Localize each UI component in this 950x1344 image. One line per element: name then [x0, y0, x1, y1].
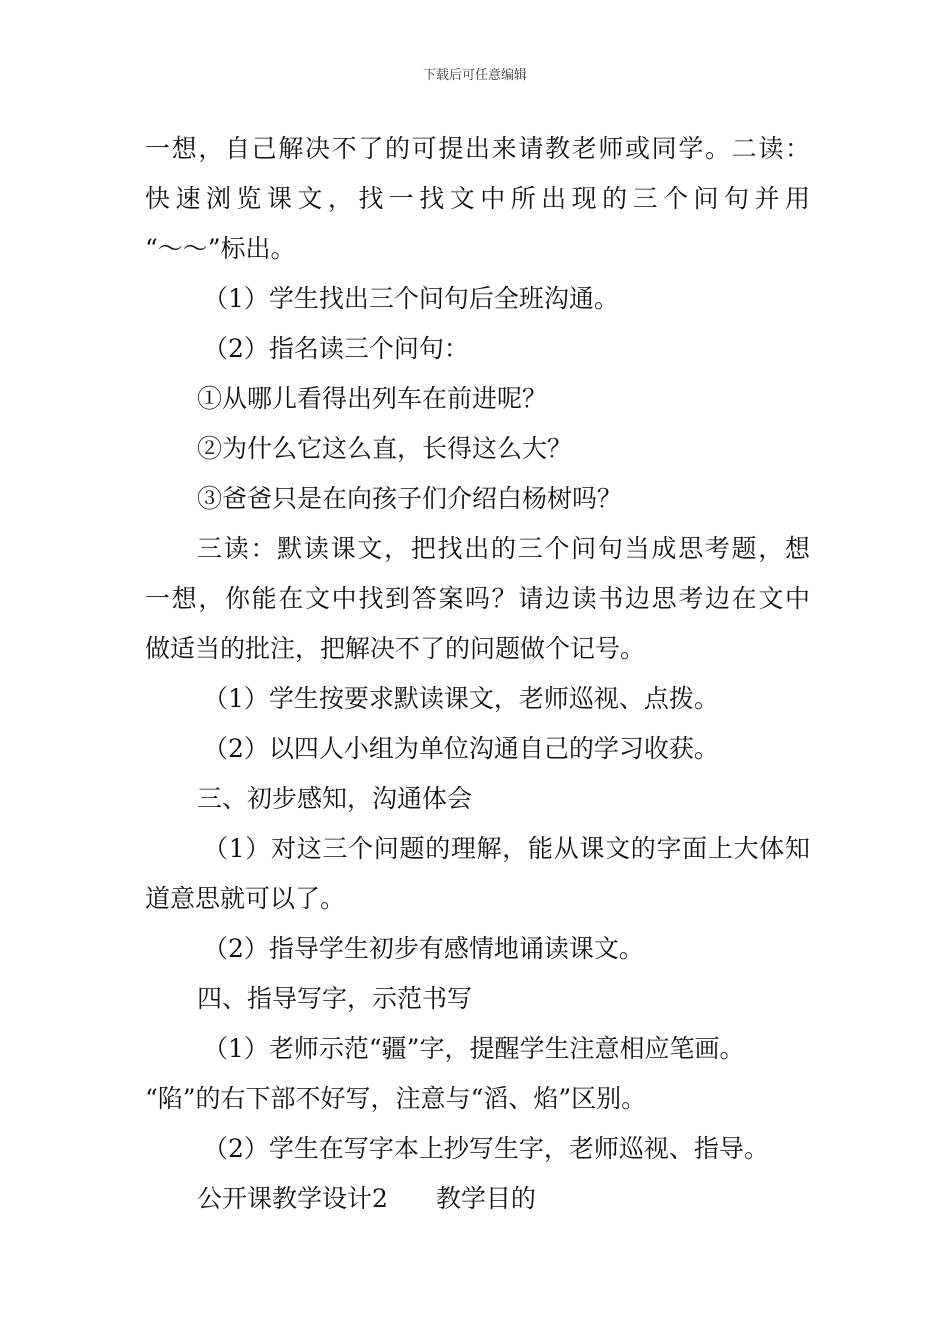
section-heading: 三、初步感知，沟通体会 [197, 784, 473, 813]
text-line: 三读：默读课文，把找出的三个问句当成思考题，想 [197, 534, 810, 563]
document-body [145, 124, 810, 1224]
text-line: 一想，你能在文中找到答案吗？请边读书边思考边在文中 [145, 584, 810, 613]
text-line: ②为什么它这么直，长得这么大？ [197, 434, 573, 463]
text-line: “～～”标出。 [145, 234, 296, 263]
text-line: （2）学生在写字本上抄写生字，老师巡视、指导。 [203, 1134, 769, 1163]
section-heading [145, 1174, 810, 1224]
page-header: 下载后可任意编辑 [422, 68, 527, 83]
lesson-plan-title: 公开课教学设计2 [197, 1184, 388, 1213]
text-line: （1）老师示范“疆”字，提醒学生注意相应笔画。 [203, 1034, 745, 1063]
text-line: 一想，自己解决不了的可提出来请教老师或同学。二读： [145, 134, 810, 163]
teaching-goal-heading: 教学目的 [435, 1184, 536, 1213]
text-line: （2）以四人小组为单位沟通自己的学习收获。 [203, 734, 719, 763]
text-line: “陷”的右下部不好写，注意与“滔、焰”区别。 [145, 1084, 647, 1113]
text-line: （2）指导学生初步有感情地诵读课文。 [203, 934, 644, 963]
text-line: （2）指名读三个问句： [203, 334, 469, 363]
text-line: （1）对这三个问题的理解，能从课文的字面上大体知 [203, 834, 810, 863]
text-line: 道意思就可以了。 [145, 884, 346, 913]
text-line: （1）学生找出三个问句后全班沟通。 [203, 284, 619, 313]
text-line: 快速浏览课文，找一找文中所出现的三个问句并用 [145, 184, 810, 213]
text-line: （1）学生按要求默读课文，老师巡视、点拨。 [203, 684, 719, 713]
section-heading: 四、指导写字，示范书写 [197, 984, 473, 1013]
text-line: ③爸爸只是在向孩子们介绍白杨树吗？ [197, 484, 623, 513]
text-line: 做适当的批注，把解决不了的问题做个记号。 [145, 634, 646, 663]
text-line: ①从哪儿看得出列车在前进呢？ [197, 384, 548, 413]
